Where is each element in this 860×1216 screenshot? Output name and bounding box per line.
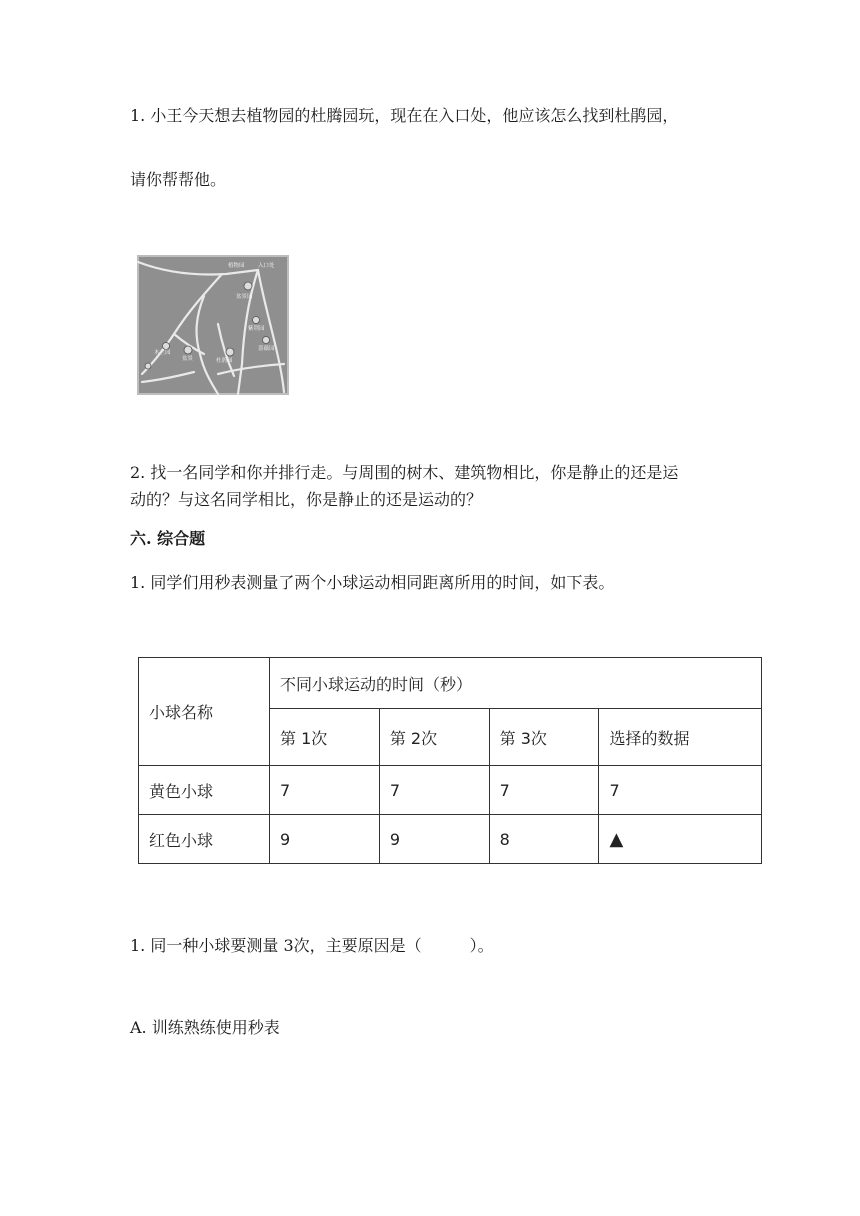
table-cell: 7 <box>270 766 380 815</box>
question-1-line-2: 请你帮帮他。 <box>130 170 227 189</box>
map-label: 杜鹃园 <box>216 358 233 364</box>
table-cell: 8 <box>489 815 599 864</box>
triangle-placeholder-cell: ▲ <box>599 815 762 864</box>
question-3-intro: 1. 同学们用秒表测量了两个小球运动相同距离所用的时间，如下表。 <box>130 573 615 592</box>
map-label: 入口处 <box>258 263 275 269</box>
row-label: 黄色小球 <box>139 766 270 815</box>
map-label: 木兰园 <box>154 350 171 356</box>
park-map-image <box>134 254 292 396</box>
table-cell: 9 <box>379 815 489 864</box>
table-cell: 9 <box>270 815 380 864</box>
map-label: 盆景 <box>182 356 194 362</box>
sub-question-text: 1. 同一种小球要测量 3次，主要原因是（ ）。 <box>130 936 494 955</box>
ball-timing-table <box>138 657 762 864</box>
question-2-line-1: 2. 找一名同学和你并排行走。与周围的树木、建筑物相比，你是静止的还是运 <box>130 463 679 482</box>
section-title: 六. 综合题 <box>130 529 206 548</box>
option-a: A. 训练熟练使用秒表 <box>130 1018 280 1037</box>
table-cell: 7 <box>489 766 599 815</box>
row-label: 红色小球 <box>139 815 270 864</box>
table-row-header: 小球名称 <box>139 658 270 766</box>
column-header: 第 3次 <box>489 709 599 766</box>
column-header: 第 2次 <box>379 709 489 766</box>
table-row <box>139 766 762 815</box>
table-group-header: 不同小球运动的时间（秒） <box>270 658 762 709</box>
table-cell: 7 <box>379 766 489 815</box>
map-label: 植物园 <box>228 263 245 269</box>
column-header: 选择的数据 <box>599 709 762 766</box>
question-2-line-2: 动的？与这名同学相比，你是静止的还是运动的？ <box>130 490 483 509</box>
map-label: 盆景园 <box>236 294 253 300</box>
map-label: 蔷薇园 <box>258 346 275 352</box>
question-1-line-1: 1. 小王今天想去植物园的杜腾园玩，现在在入口处，他应该怎么找到杜鹃园， <box>130 106 679 125</box>
map-label: 紫荆园 <box>248 326 265 332</box>
table-cell: 7 <box>599 766 762 815</box>
column-header: 第 1次 <box>270 709 380 766</box>
table-row <box>139 815 762 864</box>
table-header-row <box>139 658 762 709</box>
